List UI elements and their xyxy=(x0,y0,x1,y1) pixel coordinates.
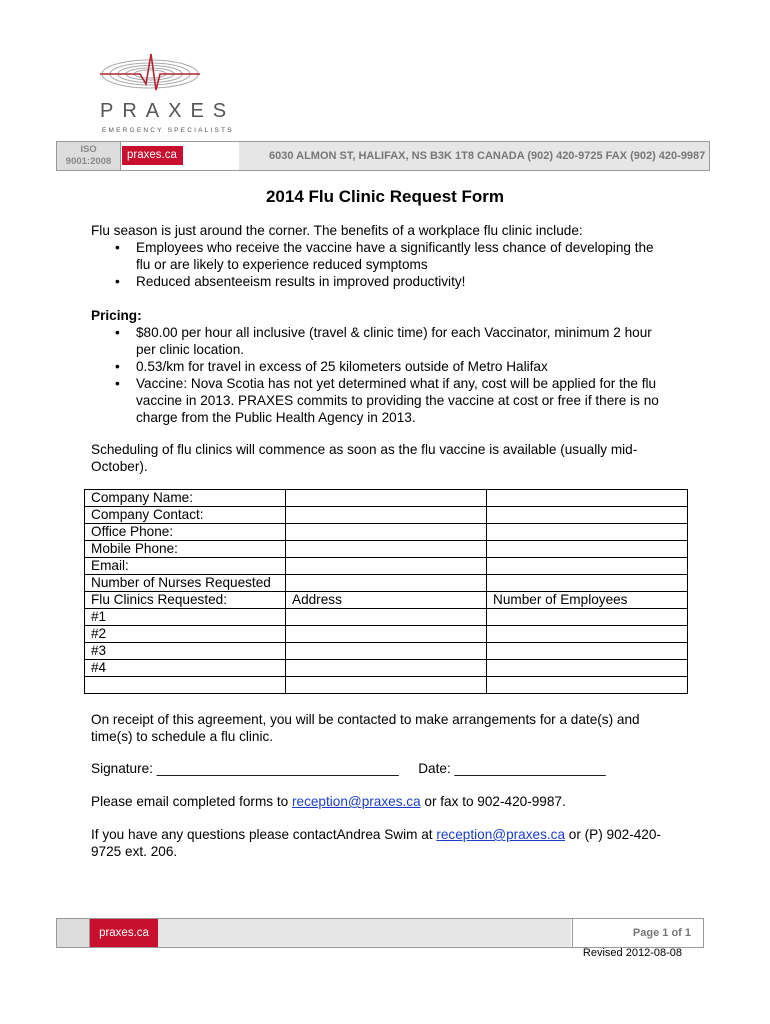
table-row xyxy=(85,490,688,507)
header-bar xyxy=(56,141,710,171)
table-row xyxy=(85,626,688,643)
input-cell[interactable] xyxy=(286,524,487,541)
intro-section xyxy=(91,222,691,290)
table-row xyxy=(85,524,688,541)
input-cell[interactable] xyxy=(487,660,688,677)
table-row xyxy=(85,609,688,626)
table-row xyxy=(85,643,688,660)
site-tag xyxy=(122,142,239,170)
input-cell[interactable] xyxy=(487,677,688,694)
row-label: #4 xyxy=(85,660,286,677)
receipt-text: On receipt of this agreement, you will be contacted to make arrangements for a date(s) and time(s) to schedule a flu clinic. xyxy=(91,712,640,744)
company-address: 6030 ALMON ST, HALIFAX, NS B3K 1T8 CANADA (902) 420-9725 FAX (902) 420-9987 xyxy=(239,142,709,170)
row-label: Company Name: xyxy=(85,490,286,507)
row-label: Office Phone: xyxy=(85,524,286,541)
footer-bar xyxy=(56,918,704,948)
input-cell[interactable] xyxy=(286,660,487,677)
table-row xyxy=(85,677,688,694)
table-row xyxy=(85,558,688,575)
input-cell[interactable] xyxy=(487,541,688,558)
logo-wordmark: PRAXES xyxy=(100,100,236,122)
input-cell[interactable] xyxy=(85,677,286,694)
row-label: Company Contact: xyxy=(85,507,286,524)
email-text-after: or fax to 902-420-9987. xyxy=(420,794,566,809)
input-cell[interactable] xyxy=(286,626,487,643)
revision-date: Revised 2012-08-08 xyxy=(582,947,682,959)
pricing-bullet: • Vaccine: Nova Scotia has not yet determined what if any, cost will be applied for the flu vaccine in 2013. PRAXES commits to providing the vaccine at cost or free if there is no charge from the Public Health Agency in 2013. xyxy=(91,375,681,426)
row-label: Number of Nurses Requested xyxy=(85,575,286,592)
heartbeat-logo-icon xyxy=(94,50,206,100)
email-text-before: Please email completed forms to xyxy=(91,794,292,809)
input-cell[interactable] xyxy=(487,490,688,507)
contact-email-link[interactable]: reception@praxes.ca xyxy=(436,827,565,842)
contact-text-before: If you have any questions please contactAndrea Swim at xyxy=(91,827,437,842)
row-label: #3 xyxy=(85,643,286,660)
intro-bullet: • Employees who receive the vaccine have a significantly less chance of developing the flu or are likely to experience reduced symptoms xyxy=(91,239,691,273)
reception-email-link[interactable]: reception@praxes.ca xyxy=(291,794,421,809)
input-cell[interactable] xyxy=(286,575,487,592)
input-cell[interactable] xyxy=(286,541,487,558)
page-number: Page 1 of 1 xyxy=(572,919,703,947)
input-cell[interactable] xyxy=(286,609,487,626)
input-cell[interactable] xyxy=(487,575,688,592)
scheduling-text: Scheduling of flu clinics will commence as soon as the flu vaccine is available (usually mid-October). xyxy=(91,442,638,474)
row-label: #2 xyxy=(85,626,286,643)
table-row xyxy=(85,592,688,609)
intro-bullet: • Reduced absenteeism results in improved productivity! xyxy=(91,273,691,290)
row-label: #1 xyxy=(85,609,286,626)
page-title: 2014 Flu Clinic Request Form xyxy=(265,187,505,206)
input-cell[interactable] xyxy=(286,677,487,694)
pricing-bullet: • 0.53/km for travel in excess of 25 kilometers outside of Metro Halifax xyxy=(91,358,681,375)
email-instructions xyxy=(91,793,566,810)
column-header-employees: Number of Employees xyxy=(487,592,688,609)
pricing-bullet: • $80.00 per hour all inclusive (travel & clinic time) for each Vaccinator, minimum 2 hour per clinic location. xyxy=(91,324,681,358)
input-cell[interactable] xyxy=(487,626,688,643)
site-label: praxes.ca xyxy=(122,146,183,165)
input-cell[interactable] xyxy=(286,643,487,660)
column-header-address: Address xyxy=(286,592,487,609)
intro-text: Flu season is just around the corner. The benefits of a workplace flu clinic include: xyxy=(91,223,583,238)
footer-block xyxy=(57,919,90,947)
input-cell[interactable] xyxy=(286,507,487,524)
date-field[interactable]: Date: ____________________ xyxy=(418,761,606,776)
table-row xyxy=(85,541,688,558)
signature-field[interactable]: Signature: ________________________________ xyxy=(91,761,399,776)
input-cell[interactable] xyxy=(487,609,688,626)
iso-number: 9001:2008 xyxy=(65,156,112,167)
input-cell[interactable] xyxy=(487,643,688,660)
pricing-section xyxy=(91,307,681,426)
table-row xyxy=(85,660,688,677)
input-cell[interactable] xyxy=(286,558,487,575)
signature-line xyxy=(91,760,606,777)
logo-tagline: EMERGENCY SPECIALISTS xyxy=(102,127,234,134)
pricing-heading: Pricing: xyxy=(91,308,142,323)
contact-instructions xyxy=(91,826,681,860)
iso-badge xyxy=(57,142,121,170)
input-cell[interactable] xyxy=(487,524,688,541)
input-cell[interactable] xyxy=(487,558,688,575)
contact-text-after: or (P) 902-420-9725 ext. 206. xyxy=(91,827,661,859)
footer-site-tag: praxes.ca xyxy=(90,919,158,947)
row-label: Email: xyxy=(85,558,286,575)
footer-block xyxy=(158,919,571,947)
input-cell[interactable] xyxy=(286,490,487,507)
input-cell[interactable] xyxy=(487,507,688,524)
table-row xyxy=(85,575,688,592)
table-row xyxy=(85,507,688,524)
iso-label: ISO xyxy=(80,144,97,155)
request-form-table xyxy=(84,489,688,694)
row-label: Flu Clinics Requested: xyxy=(85,592,286,609)
row-label: Mobile Phone: xyxy=(85,541,286,558)
